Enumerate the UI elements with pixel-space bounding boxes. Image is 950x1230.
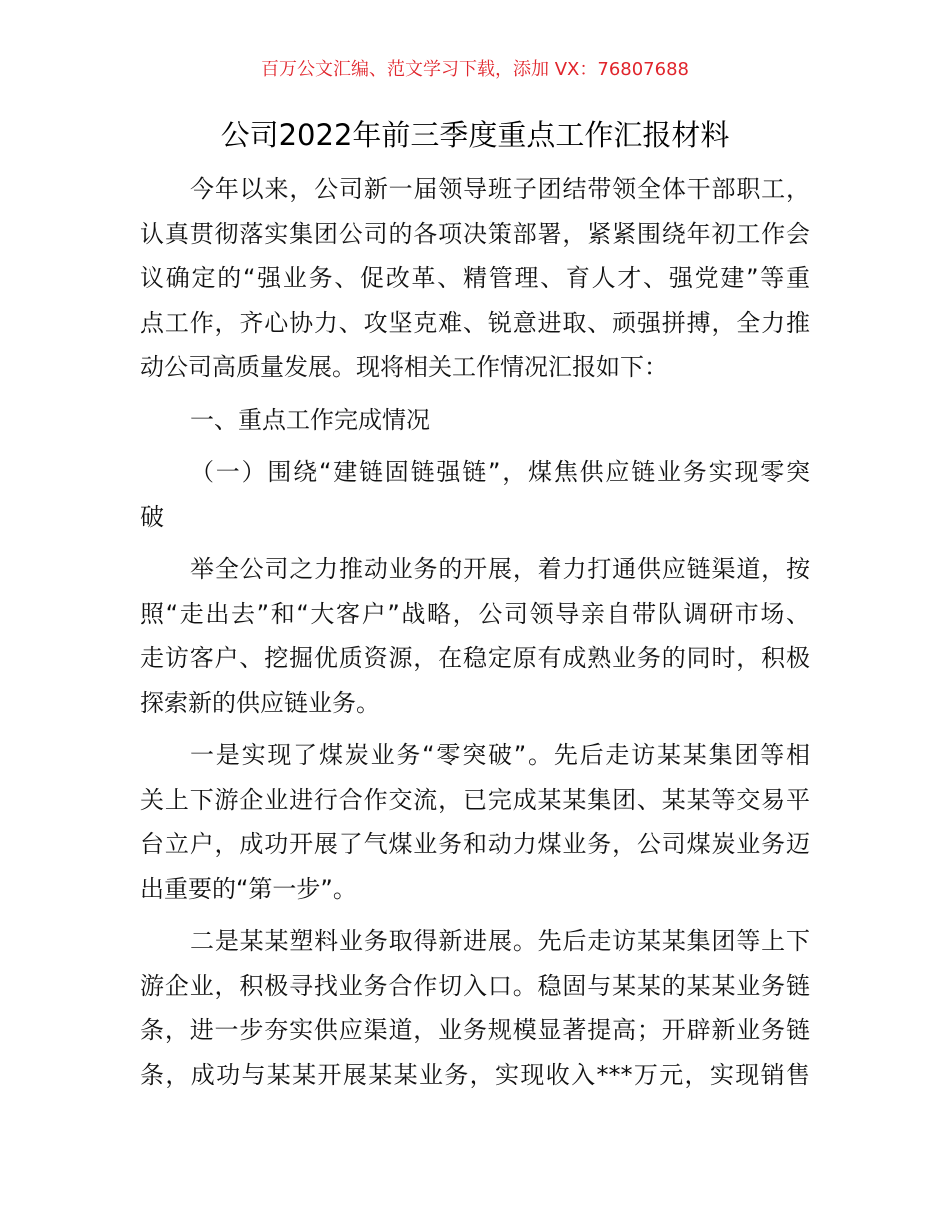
text-line: 台立户，成功开展了气煤业务和动力煤业务，公司煤炭业务迈: [140, 830, 810, 858]
text-line: 游企业，积极寻找业务合作切入口。稳固与某某的某某业务链: [140, 971, 810, 1000]
paragraph: [140, 733, 810, 911]
text-line: 一、重点工作完成情况: [190, 405, 430, 434]
text-line: 议确定的“强业务、促改革、精管理、育人才、强党建”等重: [140, 264, 810, 292]
text-line: 破: [140, 502, 164, 531]
text-line: 照“走出去”和“大客户”战略，公司领导亲自带队调研市场、: [140, 599, 810, 628]
text-line: 点工作，齐心协力、攻坚克难、锐意进取、顽强拼搏，全力推: [140, 308, 810, 337]
text-line: 认真贯彻落实集团公司的各项决策部署，紧紧围绕年初工作会: [140, 219, 810, 248]
paragraph: [140, 547, 810, 725]
watermark-header: 百万公文汇编、范文学习下载，添加 VX：76807688: [261, 59, 689, 80]
paragraph: [140, 398, 810, 443]
text-line: 一是实现了煤炭业务“零突破”。先后走访某某集团等相: [190, 741, 810, 769]
text-line: 举全公司之力推动业务的开展，着力打通供应链渠道，按: [190, 555, 810, 583]
text-line: 动公司高质量发展。现将相关工作情况汇报如下：: [140, 353, 668, 381]
document-title: 公司2022年前三季度重点工作汇报材料: [220, 118, 730, 152]
paragraph: [140, 450, 810, 539]
text-line: 出重要的“第一步”。: [140, 874, 357, 903]
paragraph: [140, 919, 810, 1097]
text-line: 条，进一步夯实供应渠道，业务规模显著提高；开辟新业务链: [140, 1016, 810, 1044]
text-line: 条，成功与某某开展某某业务，实现收入***万元，实现销售: [140, 1060, 810, 1089]
text-line: 走访客户、挖掘优质资源，在稳定原有成熟业务的同时，积极: [140, 644, 810, 672]
text-line: （一）围绕“建链固链强链”，煤焦供应链业务实现零突: [190, 458, 810, 486]
paragraph: [140, 167, 810, 390]
text-line: 今年以来，公司新一届领导班子团结带领全体干部职工，: [190, 175, 810, 203]
text-line: 关上下游企业进行合作交流，已完成某某集团、某某等交易平: [140, 785, 810, 814]
document-body: [140, 167, 810, 1105]
text-line: 二是某某塑料业务取得新进展。先后走访某某集团等上下: [190, 927, 810, 955]
text-line: 探索新的供应链业务。: [140, 688, 380, 717]
